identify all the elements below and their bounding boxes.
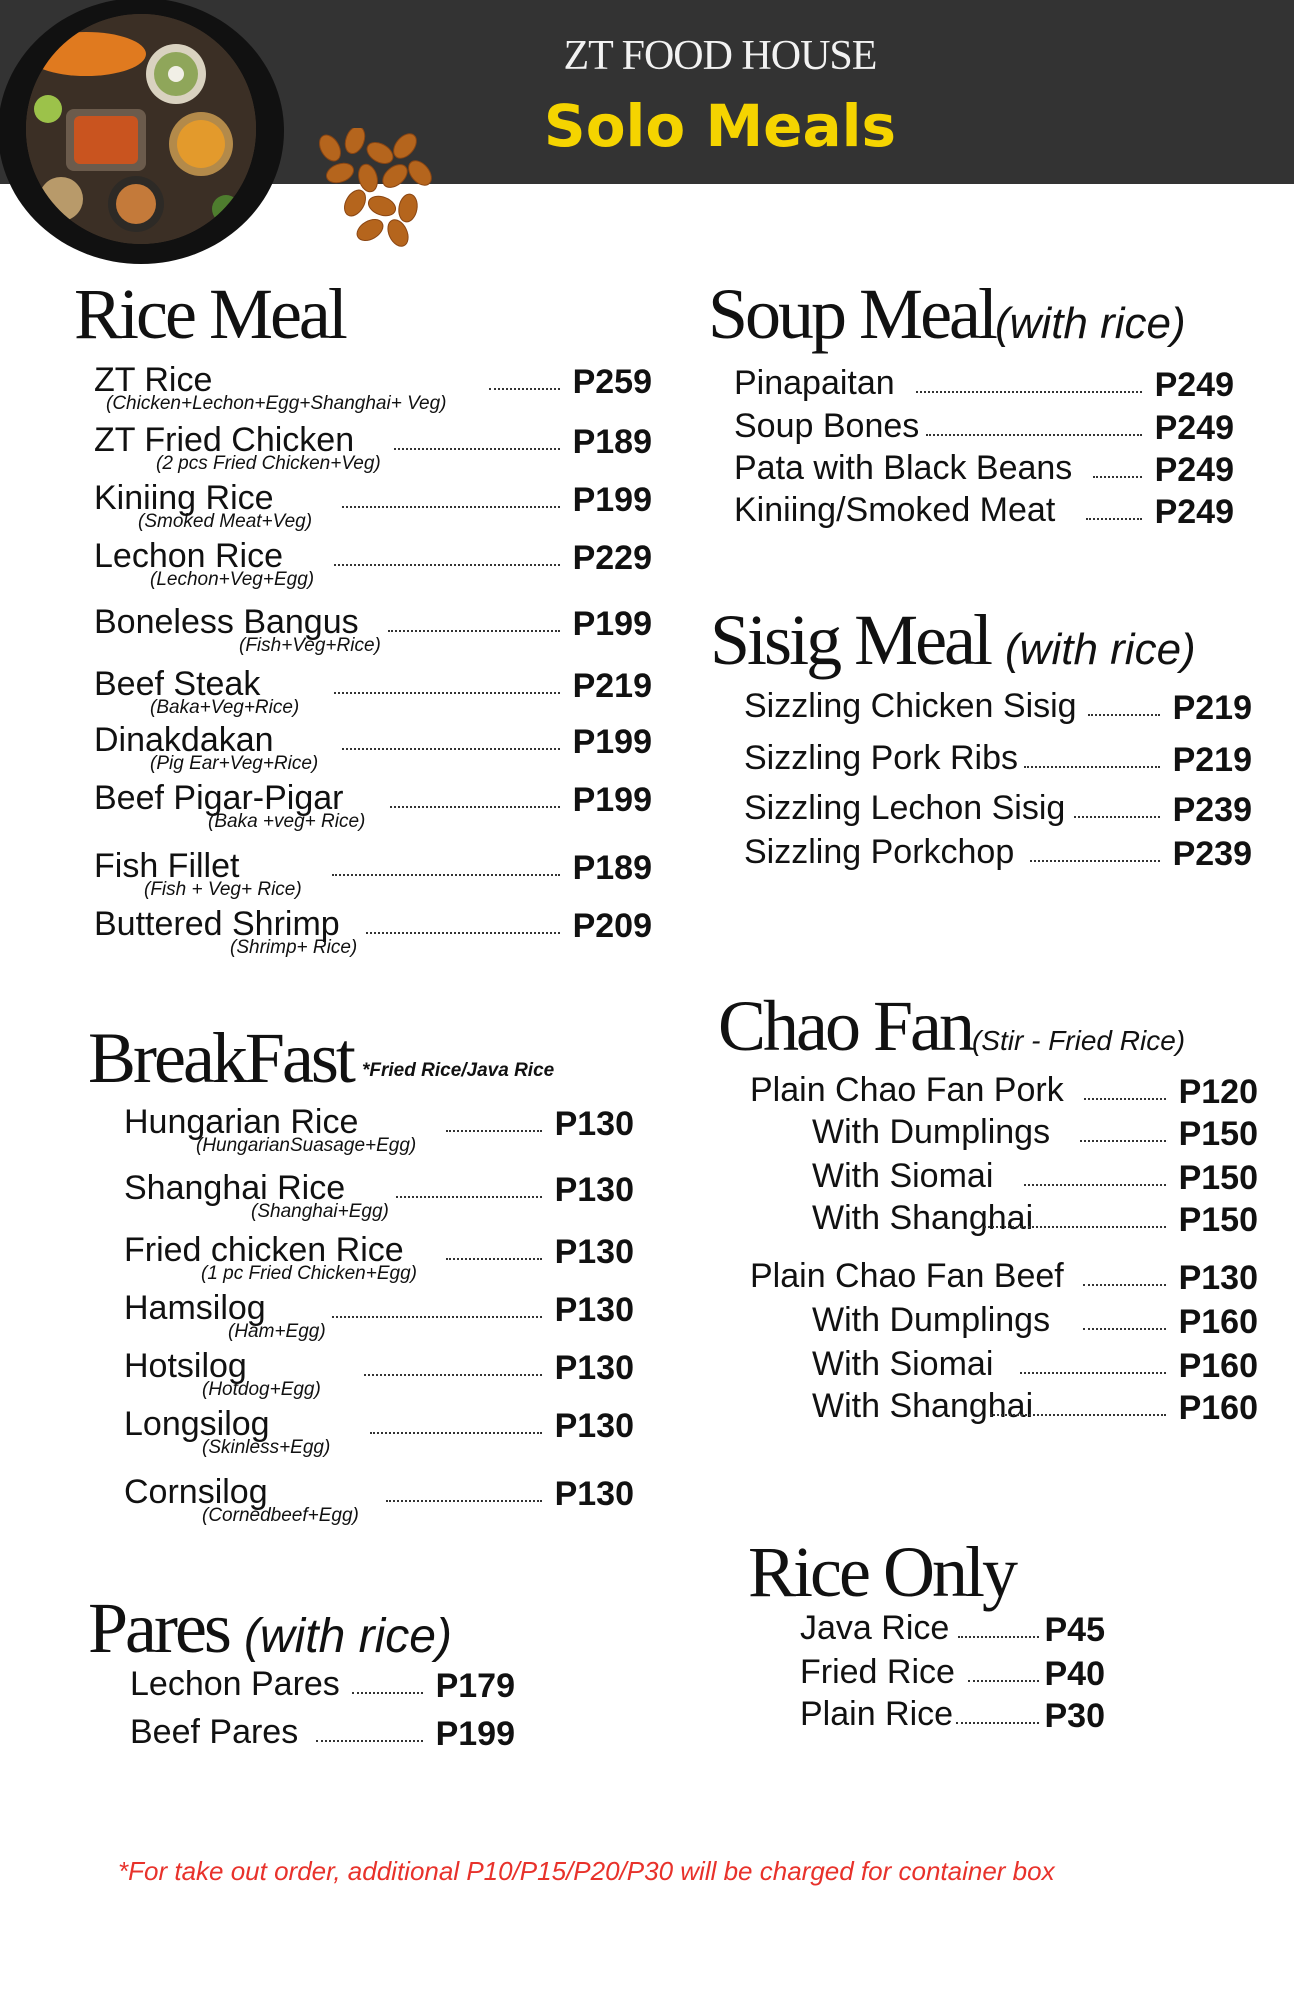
- menu-item-rice-meal: [94, 778, 652, 832]
- menu-item-name: With Dumplings: [812, 1113, 1051, 1151]
- dot-leader: [386, 1500, 542, 1502]
- menu-item-sisig-meal: [744, 832, 1252, 872]
- menu-item-name: Hungarian Rice: [124, 1103, 359, 1141]
- menu-item-price: P130: [554, 1475, 634, 1513]
- dot-leader: [1088, 714, 1160, 716]
- menu-item-rice-meal: [94, 602, 652, 656]
- dot-leader: [926, 434, 1142, 436]
- menu-item-name: Fried chicken Rice: [124, 1231, 404, 1269]
- menu-item-name: Java Rice: [800, 1609, 950, 1647]
- menu-item-soup-meal: [734, 448, 1234, 488]
- menu-item-name: Kiniing/Smoked Meat: [734, 491, 1056, 529]
- section-title-soup-meal: Soup Meal(with rice): [708, 274, 1186, 354]
- menu-item-chao-fan: [750, 1070, 1258, 1110]
- menu-item-description: (Baka+Veg+Rice): [150, 697, 300, 718]
- menu-item-name: With Dumplings: [812, 1301, 1051, 1339]
- menu-item-price: P219: [1172, 689, 1252, 727]
- dot-leader: [1074, 816, 1160, 818]
- dot-leader: [388, 630, 560, 632]
- dot-leader: [370, 1432, 542, 1434]
- menu-item-name: Sizzling Chicken Sisig: [744, 687, 1077, 725]
- menu-item-price: P130: [554, 1105, 634, 1143]
- menu-item-description: (Shanghai+Egg): [251, 1201, 389, 1222]
- soup-meal-note: (with rice): [994, 299, 1186, 348]
- menu-item-rice-only: [800, 1608, 1105, 1648]
- menu-item-chao-fan: [812, 1300, 1258, 1340]
- menu-item-price: P130: [554, 1407, 634, 1445]
- menu-item-rice-meal: [94, 664, 652, 718]
- menu-item-name: With Siomai: [812, 1157, 994, 1195]
- menu-item-description: (Cornedbeef+Egg): [202, 1505, 359, 1526]
- food-platter-image: [0, 0, 284, 264]
- dot-leader: [394, 448, 560, 450]
- menu-item-description: (Skinless+Egg): [202, 1437, 331, 1458]
- dot-leader: [1080, 1140, 1166, 1142]
- menu-item-soup-meal: [734, 406, 1234, 446]
- menu-item-name: Longsilog: [124, 1405, 270, 1443]
- menu-item-name: ZT Rice: [94, 361, 213, 399]
- brand-name: ZT FOOD HOUSE: [563, 33, 877, 79]
- menu-item-breakfast: [124, 1102, 634, 1156]
- menu-item-breakfast: [124, 1404, 634, 1458]
- menu-item-name: Pinapaitan: [734, 364, 895, 402]
- pares-note: (with rice): [243, 1610, 452, 1663]
- menu-item-name: Sizzling Porkchop: [744, 833, 1015, 871]
- menu-item-name: Beef Steak: [94, 665, 261, 703]
- breakfast-note: *Fried Rice/Java Rice: [362, 1060, 555, 1081]
- menu-item-soup-meal: [734, 363, 1234, 403]
- dot-leader: [984, 1226, 1166, 1228]
- dot-leader: [1093, 476, 1142, 478]
- menu-item-name: With Shanghai: [812, 1199, 1034, 1237]
- dot-leader: [316, 1740, 423, 1742]
- menu-item-price: P239: [1172, 791, 1252, 829]
- takeout-note: *For take out order, additional P10/P15/P20/P30 will be charged for container box: [118, 1856, 1055, 1886]
- dot-leader: [1024, 1184, 1166, 1186]
- dot-leader: [352, 1692, 423, 1694]
- menu-item-price: P40: [1044, 1655, 1105, 1693]
- menu-item-sisig-meal: [744, 738, 1252, 778]
- menu-item-breakfast: [124, 1346, 634, 1400]
- menu-item-name: Plain Rice: [800, 1695, 954, 1733]
- dot-leader: [1024, 766, 1160, 768]
- menu-item-name: Lechon Rice: [94, 537, 284, 575]
- dot-leader: [1020, 1372, 1166, 1374]
- menu-item-pares: [130, 1712, 515, 1752]
- menu-item-description: (2 pcs Fried Chicken+Veg): [156, 453, 381, 474]
- menu-item-price: P229: [572, 539, 652, 577]
- menu-item-price: P259: [572, 363, 652, 401]
- menu-item-name: Beef Pares: [130, 1713, 299, 1751]
- sisig-meal-note: (with rice): [1005, 625, 1196, 674]
- menu-item-price: P160: [1178, 1389, 1258, 1427]
- menu-item-rice-meal: [94, 846, 652, 900]
- dot-leader: [1083, 1328, 1166, 1330]
- menu-item-description: (Shrimp+ Rice): [230, 937, 358, 958]
- menu-item-price: P199: [572, 781, 652, 819]
- menu-item-price: P130: [554, 1291, 634, 1329]
- menu-item-price: P160: [1178, 1347, 1258, 1385]
- menu-item-breakfast: [124, 1230, 634, 1284]
- dot-leader: [342, 506, 560, 508]
- menu-item-rice-meal: [94, 720, 652, 774]
- menu-item-price: P249: [1154, 409, 1234, 447]
- section-title-rice-only: Rice Only: [748, 1532, 1015, 1612]
- menu-item-name: Sizzling Lechon Sisig: [744, 789, 1066, 827]
- menu-item-breakfast: [124, 1288, 634, 1342]
- menu-item-price: P209: [572, 907, 652, 945]
- dot-leader: [332, 1316, 542, 1318]
- menu-item-price: P120: [1178, 1073, 1258, 1111]
- menu-item-price: P249: [1154, 366, 1234, 404]
- menu-item-name: Kiniing Rice: [94, 479, 274, 517]
- section-title-breakfast: BreakFast: [88, 1018, 353, 1098]
- menu-item-name: Hamsilog: [124, 1289, 266, 1327]
- menu-item-name: Plain Chao Fan Beef: [750, 1257, 1064, 1295]
- menu-item-price: P189: [572, 423, 652, 461]
- menu-item-name: Shanghai Rice: [124, 1169, 346, 1207]
- menu-item-chao-fan: [812, 1344, 1258, 1384]
- menu-item-description: (Pig Ear+Veg+Rice): [150, 753, 319, 774]
- menu-item-chao-fan: [812, 1198, 1258, 1238]
- food-platter-illustration: [26, 14, 256, 244]
- menu-item-price: P150: [1178, 1159, 1258, 1197]
- menu-item-price: P249: [1154, 451, 1234, 489]
- menu-item-description: (Smoked Meat+Veg): [138, 511, 313, 532]
- dot-leader: [489, 388, 560, 390]
- menu-item-name: With Shanghai: [812, 1387, 1034, 1425]
- menu-item-name: Boneless Bangus: [94, 603, 359, 641]
- section-title-sisig-meal: Sisig Meal (with rice): [710, 600, 1196, 680]
- menu-item-sisig-meal: [744, 788, 1252, 828]
- menu-item-chao-fan: [750, 1256, 1258, 1296]
- dot-leader: [1083, 1284, 1166, 1286]
- dot-leader: [1086, 518, 1142, 520]
- section-title-chao-fan: Chao Fan(Stir - Fried Rice): [718, 986, 1186, 1066]
- dot-leader: [958, 1636, 1039, 1638]
- menu-item-price: P160: [1178, 1303, 1258, 1341]
- almonds-decoration: [310, 128, 440, 248]
- menu-item-rice-only: [800, 1694, 1105, 1734]
- menu-item-description: (Baka +veg+ Rice): [208, 811, 366, 832]
- menu-item-rice-meal: [94, 536, 652, 590]
- dot-leader: [1084, 1098, 1166, 1100]
- menu-item-price: P30: [1044, 1697, 1105, 1735]
- menu-item-description: (Fish + Veg+ Rice): [144, 879, 302, 900]
- page-subtitle: Solo Meals: [543, 92, 897, 160]
- menu-item-breakfast: [124, 1472, 634, 1526]
- menu-item-breakfast: [124, 1168, 634, 1222]
- menu-item-price: P179: [435, 1667, 515, 1705]
- menu-item-price: P45: [1044, 1611, 1105, 1649]
- dot-leader: [990, 1414, 1166, 1416]
- menu-item-price: P130: [554, 1233, 634, 1271]
- dot-leader: [334, 692, 560, 694]
- menu-item-name: With Siomai: [812, 1345, 994, 1383]
- menu-item-price: P150: [1178, 1115, 1258, 1153]
- menu-item-price: P130: [554, 1349, 634, 1387]
- menu-item-price: P239: [1172, 835, 1252, 873]
- menu-item-rice-only: [800, 1652, 1105, 1692]
- menu-item-name: Soup Bones: [734, 407, 920, 445]
- menu-item-price: P219: [1172, 741, 1252, 779]
- menu-item-description: (HungarianSuasage+Egg): [196, 1135, 417, 1156]
- menu-item-name: Pata with Black Beans: [734, 449, 1073, 487]
- menu-item-name: Fried Rice: [800, 1653, 955, 1691]
- menu-item-name: Buttered Shrimp: [94, 905, 340, 943]
- menu-item-price: P189: [572, 849, 652, 887]
- dot-leader: [1030, 860, 1160, 862]
- dot-leader: [916, 391, 1142, 393]
- chao-fan-note: (Stir - Fried Rice): [971, 1025, 1186, 1056]
- menu-item-description: (Fish+Veg+Rice): [239, 635, 381, 656]
- dot-leader: [956, 1722, 1039, 1724]
- dot-leader: [334, 564, 560, 566]
- menu-item-price: P199: [572, 605, 652, 643]
- menu-item-name: Fish Fillet: [94, 847, 240, 885]
- menu-item-price: P199: [572, 723, 652, 761]
- menu-item-soup-meal: [734, 490, 1234, 530]
- menu-item-sisig-meal: [744, 686, 1252, 726]
- section-title-rice-meal: Rice Meal: [74, 274, 345, 354]
- menu-item-description: (Ham+Egg): [228, 1321, 326, 1342]
- dot-leader: [366, 932, 560, 934]
- menu-item-pares: [130, 1664, 515, 1704]
- dot-leader: [364, 1374, 542, 1376]
- menu-item-rice-meal: [94, 904, 652, 958]
- menu-item-name: Plain Chao Fan Pork: [750, 1071, 1064, 1109]
- menu-item-price: P130: [554, 1171, 634, 1209]
- menu-item-chao-fan: [812, 1112, 1258, 1152]
- dot-leader: [342, 748, 560, 750]
- menu-item-price: P249: [1154, 493, 1234, 531]
- menu-item-chao-fan: [812, 1386, 1258, 1426]
- menu-item-rice-meal: [94, 360, 652, 414]
- menu-item-name: Dinakdakan: [94, 721, 274, 759]
- menu-item-name: Hotsilog: [124, 1347, 247, 1385]
- dot-leader: [968, 1680, 1039, 1682]
- dot-leader: [390, 806, 560, 808]
- menu-item-name: Sizzling Pork Ribs: [744, 739, 1018, 777]
- menu-item-chao-fan: [812, 1156, 1258, 1196]
- menu-item-price: P219: [572, 667, 652, 705]
- menu-item-name: Cornsilog: [124, 1473, 268, 1511]
- menu-item-price: P150: [1178, 1201, 1258, 1239]
- menu-item-price: P130: [1178, 1259, 1258, 1297]
- menu-item-description: (Hotdog+Egg): [202, 1379, 321, 1400]
- dot-leader: [446, 1258, 542, 1260]
- dot-leader: [396, 1196, 542, 1198]
- menu-item-name: ZT Fried Chicken: [94, 421, 355, 459]
- menu-item-description: (1 pc Fried Chicken+Egg): [201, 1263, 417, 1284]
- section-title-pares: Pares (with rice): [88, 1588, 452, 1668]
- dot-leader: [332, 874, 560, 876]
- menu-item-price: P199: [572, 481, 652, 519]
- menu-item-name: Lechon Pares: [130, 1665, 340, 1703]
- menu-item-description: (Lechon+Veg+Egg): [150, 569, 315, 590]
- menu-item-name: Beef Pigar-Pigar: [94, 779, 344, 817]
- menu-item-rice-meal: [94, 420, 652, 474]
- menu-item-description: (Chicken+Lechon+Egg+Shanghai+ Veg): [106, 393, 447, 414]
- menu-item-rice-meal: [94, 478, 652, 532]
- menu-item-price: P199: [435, 1715, 515, 1753]
- dot-leader: [446, 1130, 542, 1132]
